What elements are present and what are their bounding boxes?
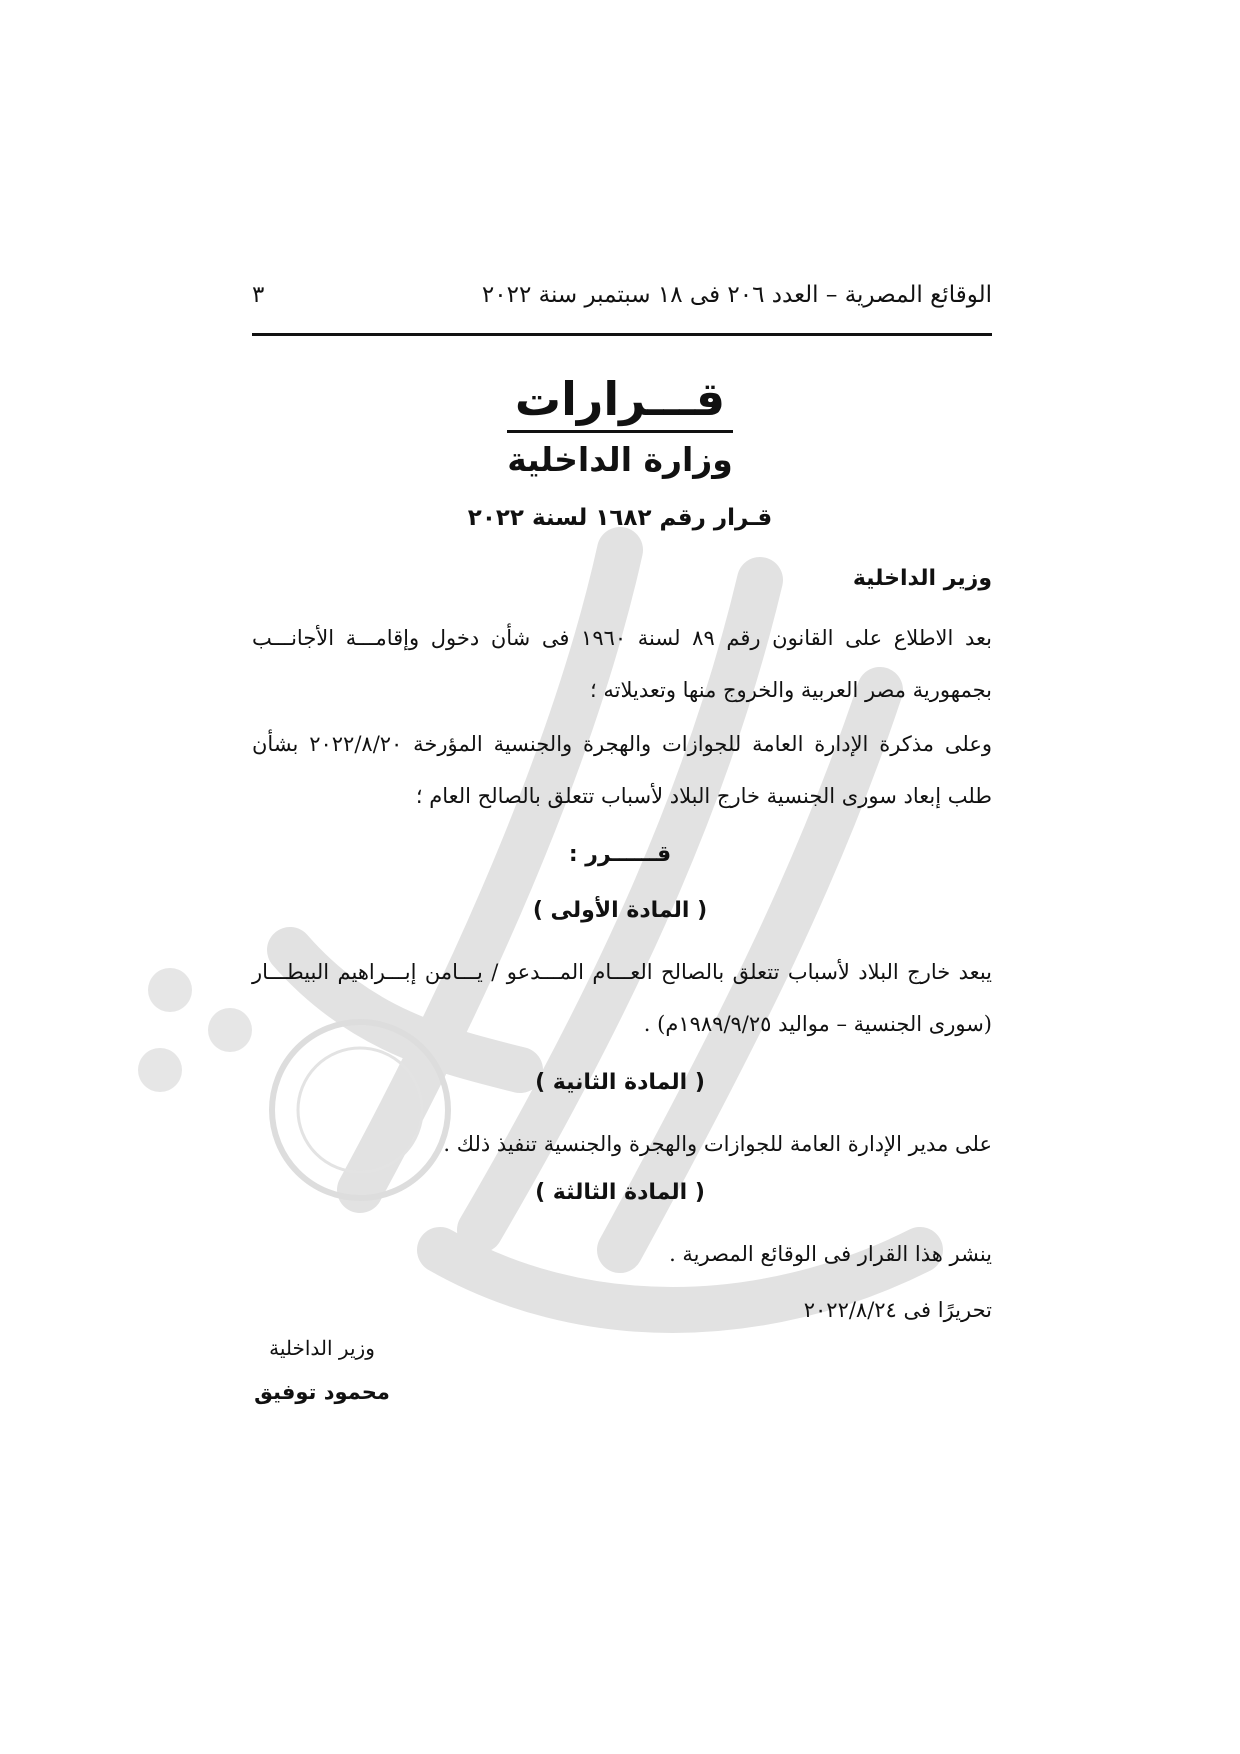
decision-number: قـرار رقم ١٦٨٢ لسنة ٢٠٢٢ — [467, 505, 773, 531]
page-number: ٣ — [252, 282, 265, 308]
article-2-heading: ( المادة الثانية ) — [535, 1070, 705, 1095]
date-line: تحريرًا فى ٢٠٢٢/٨/٢٤ — [803, 1298, 992, 1322]
minister-heading: وزير الداخلية — [852, 566, 992, 591]
article-1-heading: ( المادة الأولى ) — [532, 898, 708, 923]
ministry-name: وزارة الداخلية — [507, 440, 733, 479]
signature-name: محمود توفيق — [254, 1380, 390, 1404]
article-3-heading: ( المادة الثالثة ) — [535, 1180, 705, 1205]
article-1-text: يبعد خارج البلاد لأسباب تتعلق بالصالح العـــام المـــدعو / يـــامن إبـــراهيم البيطـــار (سورى الجنسية – مواليد ١٩٨٩/٩/٢٥م) . — [252, 960, 992, 1036]
article-2-text: على مدير الإدارة العامة للجوازات والهجرة والجنسية تنفيذ ذلك . — [443, 1132, 992, 1156]
preamble-paragraph-1: بعد الاطلاع على القانون رقم ٨٩ لسنة ١٩٦٠ فى شأن دخول وإقامـــة الأجانـــب بجمهورية مصر العربية والخروج منها وتعديلاته ؛ — [252, 626, 992, 702]
header-rule — [252, 333, 992, 336]
section-title: قـــرارات — [0, 372, 1240, 426]
signature-title: وزير الداخلية — [269, 1336, 375, 1360]
running-title: الوقائع المصرية – العدد ٢٠٦ فى ١٨ سبتمبر سنة ٢٠٢٢ — [481, 282, 992, 308]
page-header — [252, 282, 992, 322]
article-3-text: ينشر هذا القرار فى الوقائع المصرية . — [669, 1242, 992, 1266]
preamble-paragraph-2: وعلى مذكرة الإدارة العامة للجوازات والهجرة والجنسية المؤرخة ٢٠٢٢/٨/٢٠ بشأن طلب إبعاد سورى الجنسية خارج البلاد لأسباب تتعلق بالصالح العام ؛ — [252, 732, 992, 808]
decided-heading: قــــــرر : — [568, 842, 672, 867]
